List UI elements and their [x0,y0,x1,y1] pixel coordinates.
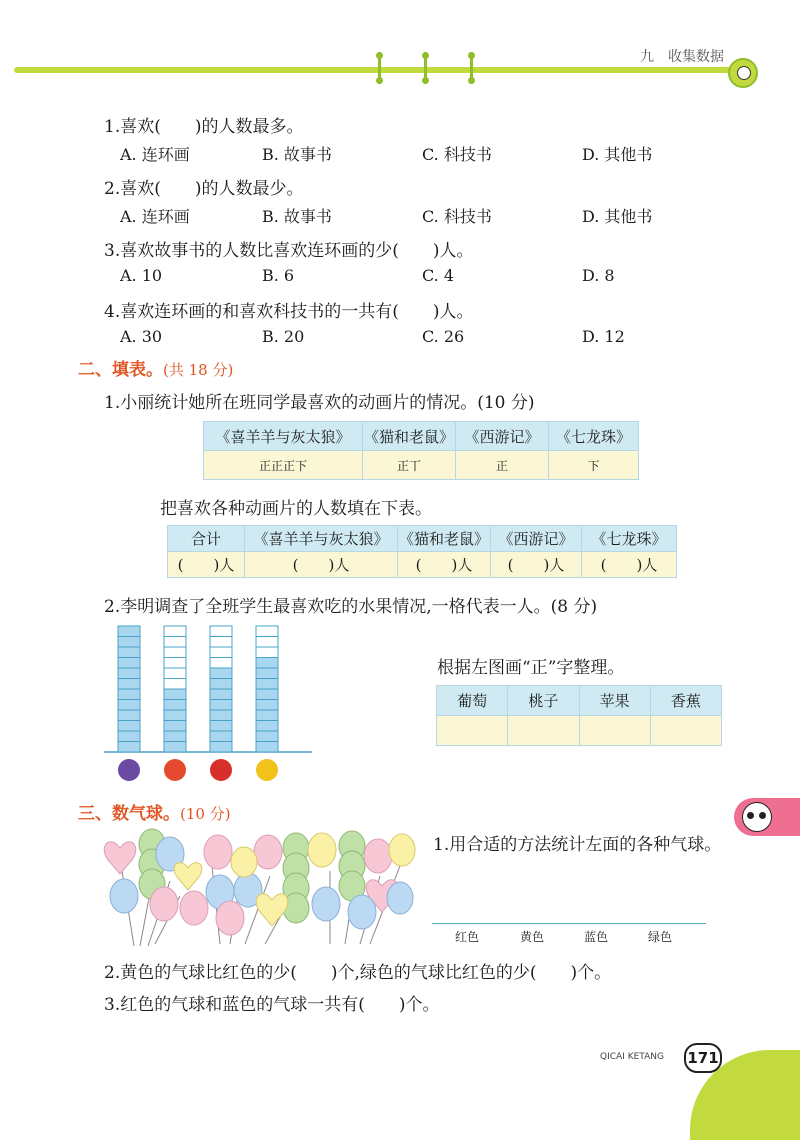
col-header: 葡萄 [437,686,508,716]
col-header: 苹果 [579,686,650,716]
section3-q3: 3.红色的气球和蓝色的气球一共有( )个。 [104,995,440,1015]
balloon-group-left [104,829,208,925]
answer-cell[interactable] [437,716,508,746]
section3-title: 三、数气球。(10 分) [78,804,231,824]
bar-cell [256,710,278,721]
answer-line [432,923,706,924]
fruit-icon-苹果 [210,759,232,781]
balloon-illustration [100,826,418,954]
bar-葡萄 [118,626,140,752]
bar-cell [256,700,278,711]
fruit-icon-桃子 [164,759,186,781]
col-header: 《喜羊羊与灰太狼》 [245,526,398,552]
col-header: 《七龙珠》 [549,422,639,451]
answer-cell[interactable]: ( )人 [582,552,677,578]
col-header: 《七龙珠》 [582,526,677,552]
bar-cell [210,742,232,753]
bar-cell [210,647,232,658]
col-header: 合计 [168,526,245,552]
bar-cell [210,679,232,690]
answer-option[interactable]: C. 科技书 [422,145,492,164]
answer-cell[interactable] [650,716,721,746]
bar-cell [164,658,186,669]
section2-instruction: 把喜欢各种动画片的人数填在下表。 [160,499,432,519]
bar-cell [164,679,186,690]
binder-pin-1 [376,52,383,84]
side-tab [734,798,800,836]
color-label-red: 红色 [455,930,480,944]
answer-option[interactable]: A. 30 [120,327,163,346]
answer-cell[interactable] [579,716,650,746]
answer-cell[interactable]: ( )人 [245,552,398,578]
bar-cell [118,647,140,658]
col-header: 《喜羊羊与灰太狼》 [204,422,363,451]
bar-cell [256,721,278,732]
bar-cell [164,668,186,679]
bar-cell [118,742,140,753]
col-header: 桃子 [508,686,579,716]
bar-cell [164,647,186,658]
answer-cell[interactable] [508,716,579,746]
section2-sub2: 2.李明调查了全班学生最喜欢吃的水果情况,一格代表一人。(8 分) [104,597,598,617]
answer-option[interactable]: C. 科技书 [422,207,492,226]
fruit-tally-table [436,685,722,746]
section2-title: 二、填表。(共 18 分) [78,360,234,380]
answer-option[interactable]: B. 故事书 [262,207,332,226]
panda-icon [742,802,772,832]
tally-table [203,421,639,480]
bar-桃子 [164,626,186,752]
bar-cell [210,668,232,679]
binder-pin-3 [468,52,475,84]
footer-brand: QICAI KETANG [600,1052,664,1062]
bar-cell [210,710,232,721]
fruit-icon-香蕉 [256,759,278,781]
page-number: 171 [684,1043,722,1073]
bar-cell [210,721,232,732]
bar-cell [118,626,140,637]
col-header: 《猫和老鼠》 [398,526,491,552]
bar-cell [164,689,186,700]
bar-cell [118,710,140,721]
mascot-icon [728,58,758,88]
answer-option[interactable]: C. 26 [422,327,465,346]
fruit-icon-葡萄 [118,759,140,781]
bar-cell [256,731,278,742]
color-label-green: 绿色 [648,930,673,944]
col-header: 《西游记》 [491,526,582,552]
table3-caption: 根据左图画“正”字整理。 [437,658,625,678]
section3-q1: 1.用合适的方法统计左面的各种气球。 [433,835,722,855]
header-bar [14,67,734,73]
bar-苹果 [210,626,232,752]
bar-cell [210,626,232,637]
answer-option[interactable]: C. 4 [422,266,455,285]
answer-option[interactable]: B. 20 [262,327,305,346]
tally-cell: 下 [549,451,639,480]
bar-cell [164,637,186,648]
bar-cell [256,647,278,658]
binder-pin-2 [422,52,429,84]
answer-option[interactable]: B. 故事书 [262,145,332,164]
bar-cell [118,637,140,648]
section2-sub1: 1.小丽统计她所在班同学最喜欢的动画片的情况。(10 分) [104,393,535,413]
bar-cell [256,679,278,690]
bar-cell [256,637,278,648]
col-header: 香蕉 [650,686,721,716]
bar-cell [164,626,186,637]
bar-香蕉 [256,626,278,752]
count-table [167,525,677,578]
bar-cell [164,742,186,753]
bar-cell [256,658,278,669]
bar-cell [118,731,140,742]
color-label-yellow: 黄色 [520,930,545,944]
answer-option[interactable]: B. 6 [262,266,295,285]
bar-cell [118,668,140,679]
question-stem: 1.喜欢( )的人数最多。 [104,117,304,137]
tally-cell: 正丅 [363,451,456,480]
answer-option[interactable]: D. 其他书 [582,207,653,226]
chapter-title: 九 收集数据 [640,49,724,65]
bar-cell [256,626,278,637]
bar-cell [256,689,278,700]
bar-cell [210,700,232,711]
question-stem: 3.喜欢故事书的人数比喜欢连环画的少( )人。 [104,241,474,261]
answer-cell[interactable]: ( )人 [168,552,245,578]
fruit-bar-chart [98,615,318,795]
bar-cell [118,700,140,711]
bar-cell [164,731,186,742]
col-header: 《西游记》 [456,422,549,451]
bar-cell [210,637,232,648]
question-stem: 2.喜欢( )的人数最少。 [104,179,304,199]
bar-cell [164,721,186,732]
answer-option[interactable]: A. 连环画 [120,207,190,226]
bar-cell [210,689,232,700]
answer-cell[interactable]: ( )人 [398,552,491,578]
bar-cell [118,679,140,690]
answer-option[interactable]: D. 其他书 [582,145,653,164]
answer-option[interactable]: A. 10 [120,266,163,285]
bar-cell [164,700,186,711]
bar-cell [118,658,140,669]
section3-q2: 2.黄色的气球比红色的少( )个,绿色的气球比红色的少( )个。 [104,963,612,983]
question-stem: 4.喜欢连环画的和喜欢科技书的一共有( )人。 [104,302,474,322]
answer-cell[interactable]: ( )人 [491,552,582,578]
tally-cell: 正 [456,451,549,480]
bar-cell [118,689,140,700]
answer-option[interactable]: D. 8 [582,266,615,285]
col-header: 《猫和老鼠》 [363,422,456,451]
bar-cell [164,710,186,721]
bar-cell [210,731,232,742]
color-label-blue: 蓝色 [584,930,609,944]
bar-cell [118,721,140,732]
tally-cell: 正正正下 [204,451,363,480]
bar-cell [210,658,232,669]
bar-cell [256,668,278,679]
answer-option[interactable]: D. 12 [582,327,625,346]
answer-option[interactable]: A. 连环画 [120,145,190,164]
bar-cell [256,742,278,753]
